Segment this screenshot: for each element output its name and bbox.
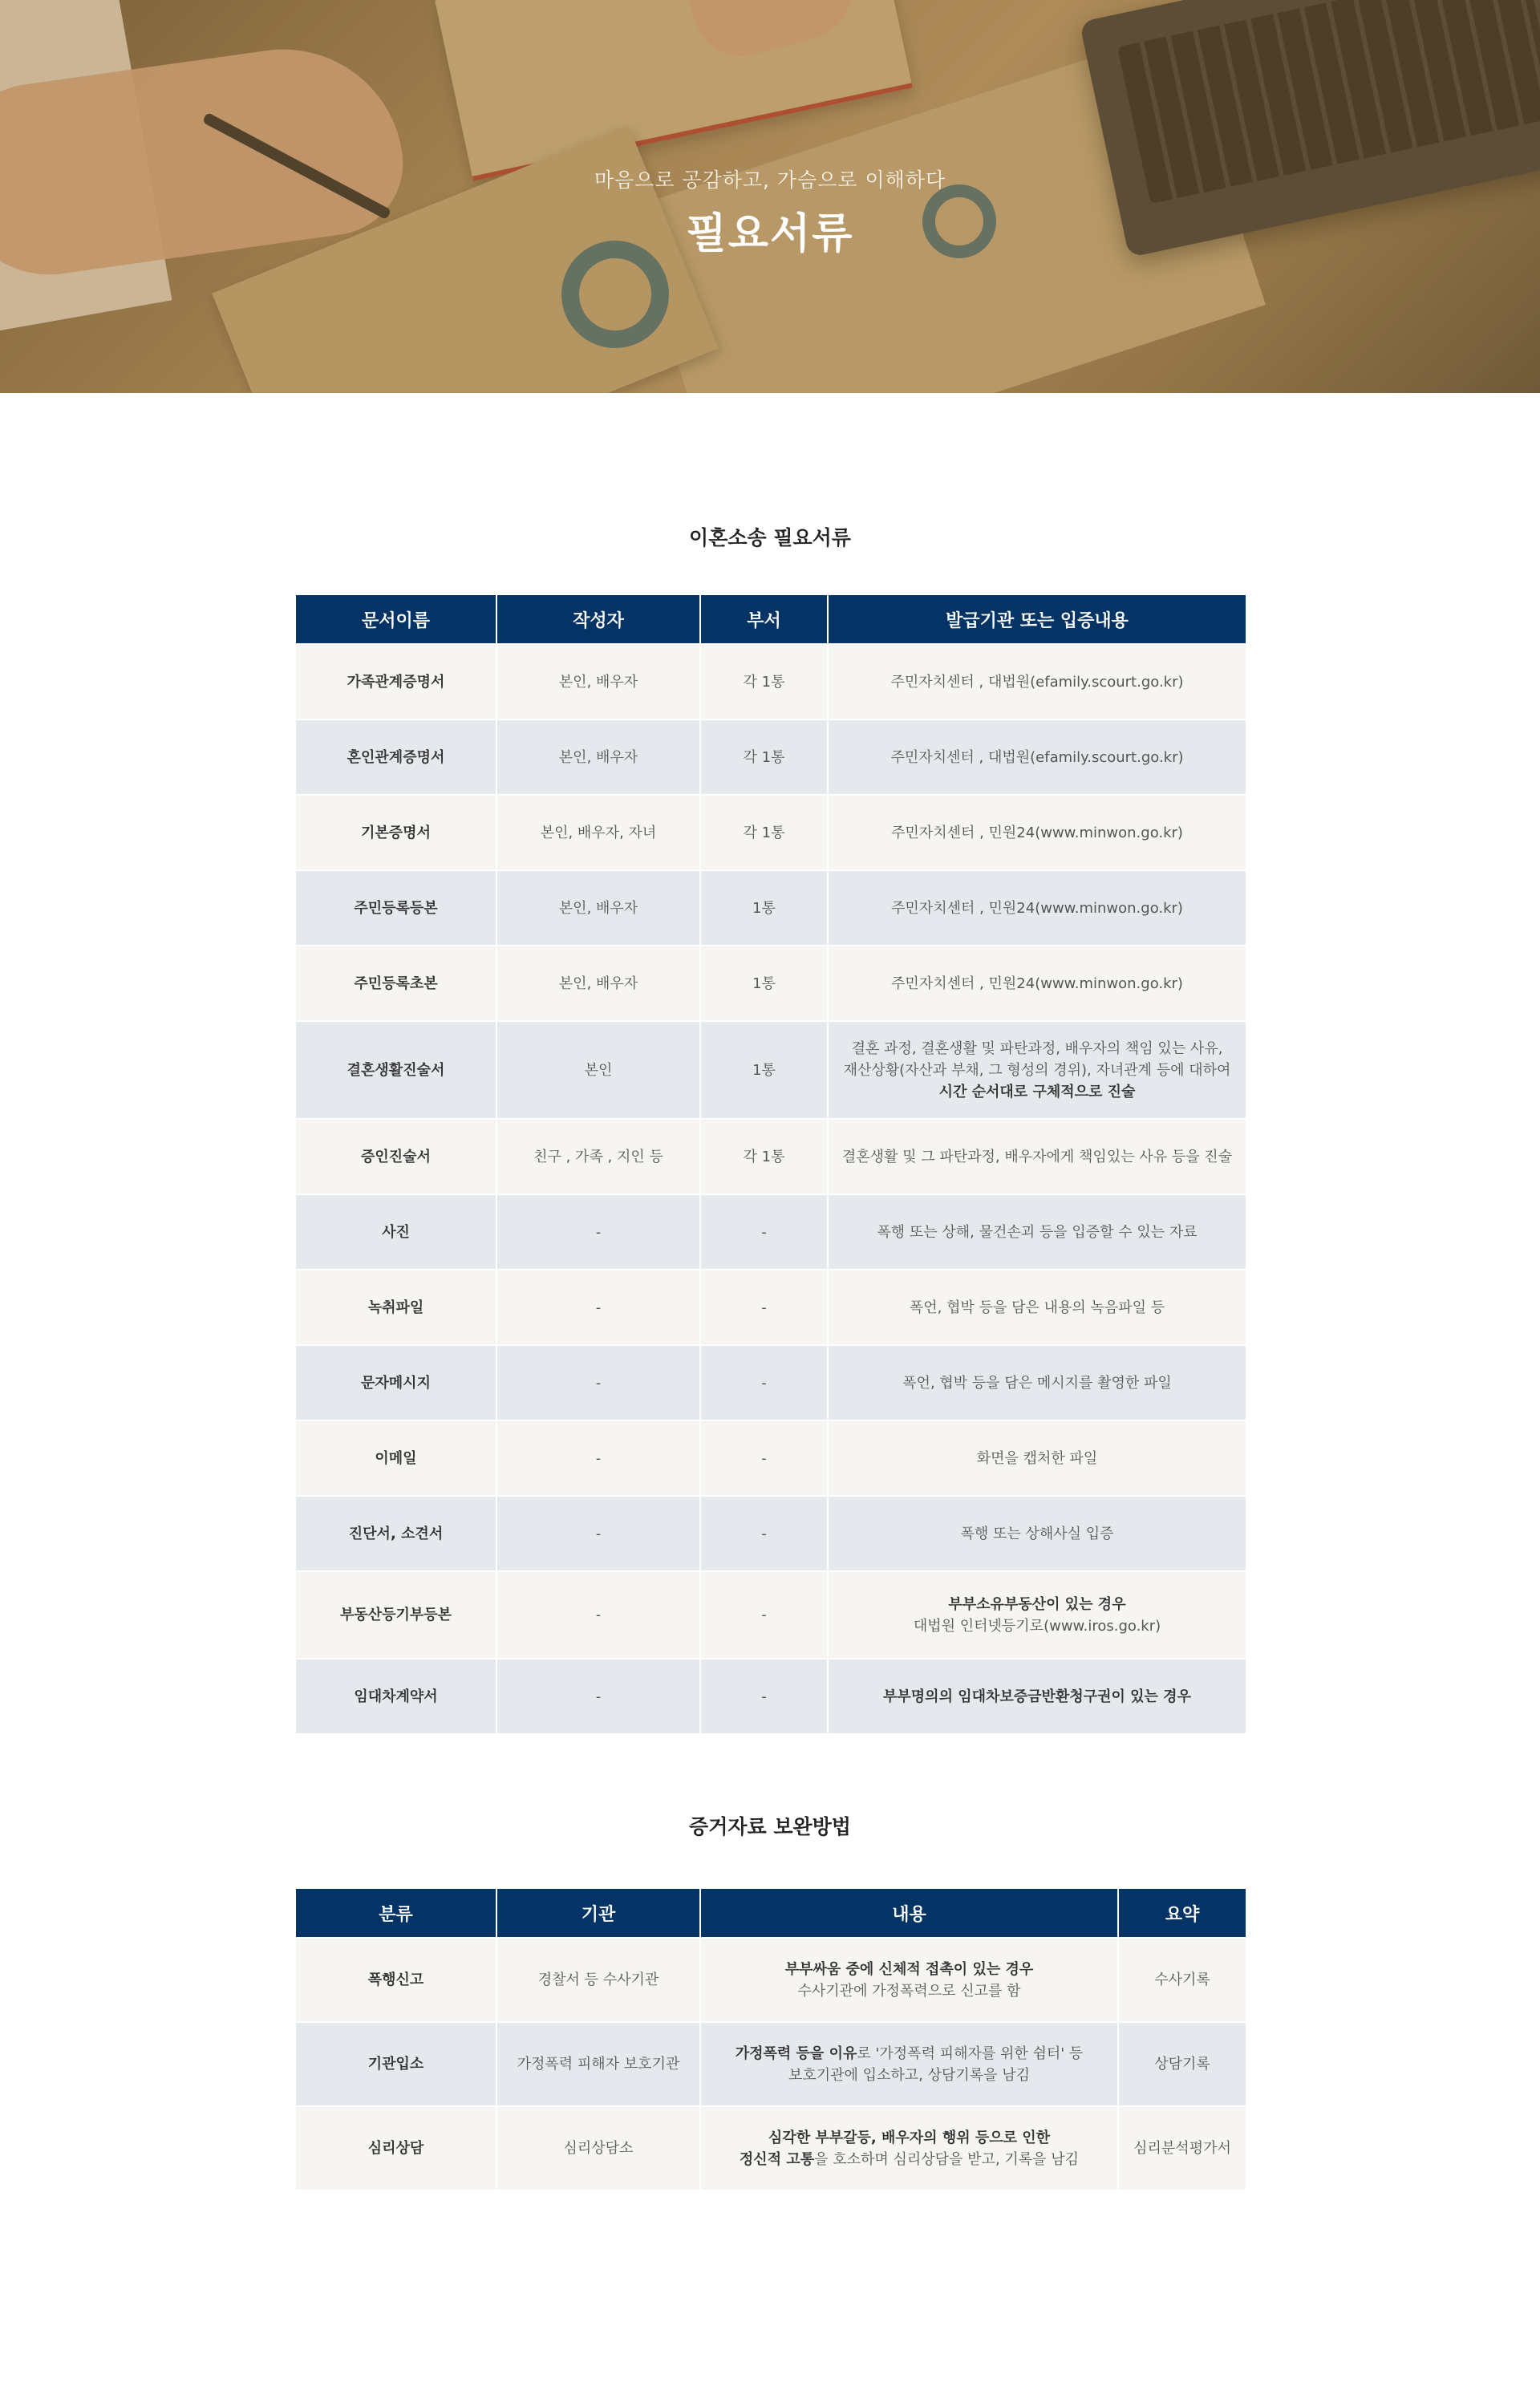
evidence-summary: 심리분석평가서 (1119, 2107, 1246, 2190)
header-content: 내용 (701, 1889, 1117, 1937)
doc-detail: 주민자치센터 , 민원24(www.minwon.go.kr) (829, 946, 1246, 1020)
header-copies: 부서 (701, 595, 827, 643)
doc-detail: 폭행 또는 상해사실 입증 (829, 1497, 1246, 1570)
table-row (296, 1022, 1246, 1118)
header-author: 작성자 (497, 595, 699, 643)
header-issuer: 발급기관 또는 입증내용 (829, 595, 1246, 643)
doc-detail: 주민자치센터 , 대법원(efamily.scourt.go.kr) (829, 720, 1246, 794)
doc-detail-line: 결혼 과정, 결혼생활 및 파탄과정, 배우자의 책임 있는 사유, (851, 1039, 1223, 1057)
table-row (296, 796, 1246, 869)
doc-detail (829, 1022, 1246, 1118)
doc-detail: 폭언, 협박 등을 담은 내용의 녹음파일 등 (829, 1270, 1246, 1344)
doc-detail (829, 1572, 1246, 1658)
table-row (296, 871, 1246, 945)
doc-copies: - (701, 1421, 827, 1495)
doc-copies: 각 1통 (701, 796, 827, 869)
doc-detail: 결혼생활 및 그 파탄과정, 배우자에게 책임있는 사유 등을 진술 (829, 1120, 1246, 1193)
doc-name: 가족관계증명서 (296, 645, 496, 719)
header-category: 분류 (296, 1889, 496, 1937)
doc-name: 증인진술서 (296, 1120, 496, 1193)
hero-subtitle: 마음으로 공감하고, 가슴으로 이해하다 (594, 168, 946, 192)
doc-author: 본인 (497, 1022, 699, 1118)
doc-name: 녹취파일 (296, 1270, 496, 1344)
header-doc-name: 문서이름 (296, 595, 496, 643)
page-title: 필요서류 (686, 210, 854, 258)
table-row (296, 720, 1246, 794)
documents-table (294, 594, 1247, 1735)
table-header-row (296, 595, 1246, 643)
doc-detail: 화면을 캡처한 파일 (829, 1421, 1246, 1495)
evidence-category: 기관입소 (296, 2023, 496, 2105)
doc-copies: 1통 (701, 871, 827, 945)
doc-name: 진단서, 소견서 (296, 1497, 496, 1570)
hero-banner (0, 0, 1540, 393)
doc-author: 본인, 배우자 (497, 946, 699, 1020)
hero-title-block (0, 164, 1540, 260)
evidence-agency: 가정폭력 피해자 보호기관 (497, 2023, 699, 2105)
table-row (296, 1346, 1246, 1420)
doc-author: - (497, 1195, 699, 1269)
evidence-summary: 상담기록 (1119, 2023, 1246, 2105)
doc-name: 부동산등기부등본 (296, 1572, 496, 1658)
doc-author: 본인, 배우자, 자녀 (497, 796, 699, 869)
evidence-emphasis: 가정폭력 등을 이유 (735, 2044, 857, 2062)
evidence-emphasis: 부부싸움 중에 신체적 접촉이 있는 경우 (784, 1960, 1034, 1978)
doc-copies: - (701, 1195, 827, 1269)
table-row (296, 1659, 1246, 1733)
table-row (296, 1120, 1246, 1193)
doc-copies: - (701, 1346, 827, 1420)
doc-name: 임대차계약서 (296, 1659, 496, 1733)
doc-detail (829, 1659, 1246, 1733)
evidence-text: 로 '가정폭력 피해자를 위한 쉼터' 등 (857, 2044, 1084, 2062)
doc-copies: 1통 (701, 1022, 827, 1118)
doc-author: 본인, 배우자 (497, 720, 699, 794)
doc-author: 본인, 배우자 (497, 645, 699, 719)
doc-name: 이메일 (296, 1421, 496, 1495)
evidence-category: 폭행신고 (296, 1939, 496, 2021)
table-row (296, 1497, 1246, 1570)
doc-author: 친구 , 가족 , 지인 등 (497, 1120, 699, 1193)
doc-author: - (497, 1659, 699, 1733)
evidence-content (701, 2107, 1117, 2190)
doc-name: 결혼생활진술서 (296, 1022, 496, 1118)
documents-title: 이혼소송 필요서류 (689, 526, 851, 549)
header-summary: 요약 (1119, 1889, 1246, 1937)
table-row (296, 946, 1246, 1020)
doc-name: 문자메시지 (296, 1346, 496, 1420)
evidence-summary: 수사기록 (1119, 1939, 1246, 2021)
doc-author: - (497, 1270, 699, 1344)
doc-copies: 각 1통 (701, 645, 827, 719)
doc-detail-line: 재산상황(자산과 부채, 그 형성의 경위), 자녀관계 등에 대하여 (843, 1061, 1231, 1079)
table-row (296, 1270, 1246, 1344)
table-row (296, 1421, 1246, 1495)
header-agency: 기관 (497, 1889, 699, 1937)
doc-author: - (497, 1497, 699, 1570)
doc-copies: - (701, 1572, 827, 1658)
table-row (296, 645, 1246, 719)
doc-name: 주민등록등본 (296, 871, 496, 945)
table-row (296, 2107, 1246, 2190)
table-row (296, 1195, 1246, 1269)
evidence-agency: 심리상담소 (497, 2107, 699, 2190)
doc-detail: 주민자치센터 , 민원24(www.minwon.go.kr) (829, 796, 1246, 869)
documents-section (296, 526, 1244, 2191)
doc-detail: 주민자치센터 , 민원24(www.minwon.go.kr) (829, 871, 1246, 945)
doc-detail: 폭언, 협박 등을 담은 메시지를 촬영한 파일 (829, 1346, 1246, 1420)
evidence-text: 보호기관에 입소하고, 상담기록을 남김 (788, 2066, 1031, 2084)
doc-copies: 각 1통 (701, 720, 827, 794)
doc-name: 주민등록초본 (296, 946, 496, 1020)
doc-detail: 폭행 또는 상해, 물건손괴 등을 입증할 수 있는 자료 (829, 1195, 1246, 1269)
doc-detail: 주민자치센터 , 대법원(efamily.scourt.go.kr) (829, 645, 1246, 719)
doc-name: 기본증명서 (296, 796, 496, 869)
evidence-content (701, 1939, 1117, 2021)
doc-detail-emphasis: 시간 순서대로 구체적으로 진술 (938, 1083, 1136, 1100)
evidence-text: 을 호소하며 심리상담을 받고, 기록을 남김 (814, 2150, 1080, 2168)
evidence-emphasis: 심각한 부부갈등, 배우자의 행위 등으로 인한 (768, 2129, 1051, 2146)
doc-detail-emphasis: 부부소유부동산이 있는 경우 (948, 1595, 1126, 1613)
doc-name: 사진 (296, 1195, 496, 1269)
evidence-title: 증거자료 보완방법 (689, 1815, 851, 1838)
doc-copies: - (701, 1497, 827, 1570)
table-row (296, 2023, 1246, 2105)
evidence-text: 수사기관에 가정폭력으로 신고를 함 (797, 1982, 1021, 2000)
doc-copies: 각 1통 (701, 1120, 827, 1193)
doc-author: - (497, 1346, 699, 1420)
doc-author: 본인, 배우자 (497, 871, 699, 945)
doc-detail-line: 대법원 인터넷등기로(www.iros.go.kr) (913, 1617, 1161, 1635)
doc-author: - (497, 1421, 699, 1495)
doc-author: - (497, 1572, 699, 1658)
table-row (296, 1939, 1246, 2021)
table-row (296, 1572, 1246, 1658)
evidence-table (294, 1887, 1247, 2191)
evidence-content (701, 2023, 1117, 2105)
evidence-agency: 경찰서 등 수사기관 (497, 1939, 699, 2021)
evidence-emphasis: 정신적 고통 (739, 2150, 815, 2168)
doc-name: 혼인관계증명서 (296, 720, 496, 794)
doc-copies: 1통 (701, 946, 827, 1020)
doc-copies: - (701, 1270, 827, 1344)
table-header-row (296, 1889, 1246, 1937)
doc-copies: - (701, 1659, 827, 1733)
doc-detail-emphasis: 부부명의의 임대차보증금반환청구권이 있는 경우 (883, 1688, 1191, 1705)
evidence-category: 심리상담 (296, 2107, 496, 2190)
